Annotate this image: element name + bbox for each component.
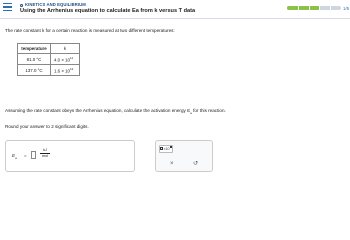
answer-label: $E_a$ xyxy=(12,153,17,160)
progress-fill xyxy=(287,6,319,10)
topic-label: KINETICS AND EQUILIBRIUM xyxy=(20,2,86,7)
unit-denominator: mol xyxy=(41,154,49,158)
exponent-box-icon xyxy=(170,146,172,148)
assumption-text: Assuming the rate constant obeys the Arrhenius equation, calculate the activation energy $E_a$ for this reaction. xyxy=(5,108,226,115)
table-header-k: k xyxy=(51,44,80,54)
clear-button[interactable]: × xyxy=(170,161,174,167)
table-cell-temperature: 81.0 °C xyxy=(18,54,51,65)
page-title: Using the Arrhenius equation to calculate Ea from k versus T data xyxy=(20,8,196,14)
unit-numerator: kJ xyxy=(40,148,50,154)
topic-circle-icon xyxy=(20,4,23,7)
problem-prompt: The rate constant k for a certain reaction is measured at two different temperatures: xyxy=(5,28,175,33)
answer-input[interactable] xyxy=(31,151,36,159)
top-bar xyxy=(0,0,350,19)
progress-bar xyxy=(287,6,341,10)
table-cell-temperature: 137.0 °C xyxy=(18,65,51,76)
scientific-notation-button[interactable]: ×10 xyxy=(159,145,173,153)
table-cell-k: $1.6 \times 10^{12}$ xyxy=(51,65,80,76)
progress-count: 1/5 xyxy=(343,6,350,11)
table-header-temperature: temperature xyxy=(18,44,51,54)
unit-fraction xyxy=(40,148,50,158)
table-row xyxy=(18,54,80,65)
answer-box xyxy=(5,140,135,172)
box-icon xyxy=(160,147,163,150)
table-row xyxy=(18,65,80,76)
tools-panel xyxy=(155,140,213,172)
undo-button[interactable]: ↺ xyxy=(193,161,199,167)
data-table xyxy=(17,43,80,76)
equals-sign: = xyxy=(24,153,27,158)
menu-icon[interactable] xyxy=(3,3,12,11)
rounding-instruction: Round your answer to 2 significant digits. xyxy=(5,124,89,129)
table-cell-k: $4.0 \times 10^{11}$ xyxy=(51,54,80,65)
